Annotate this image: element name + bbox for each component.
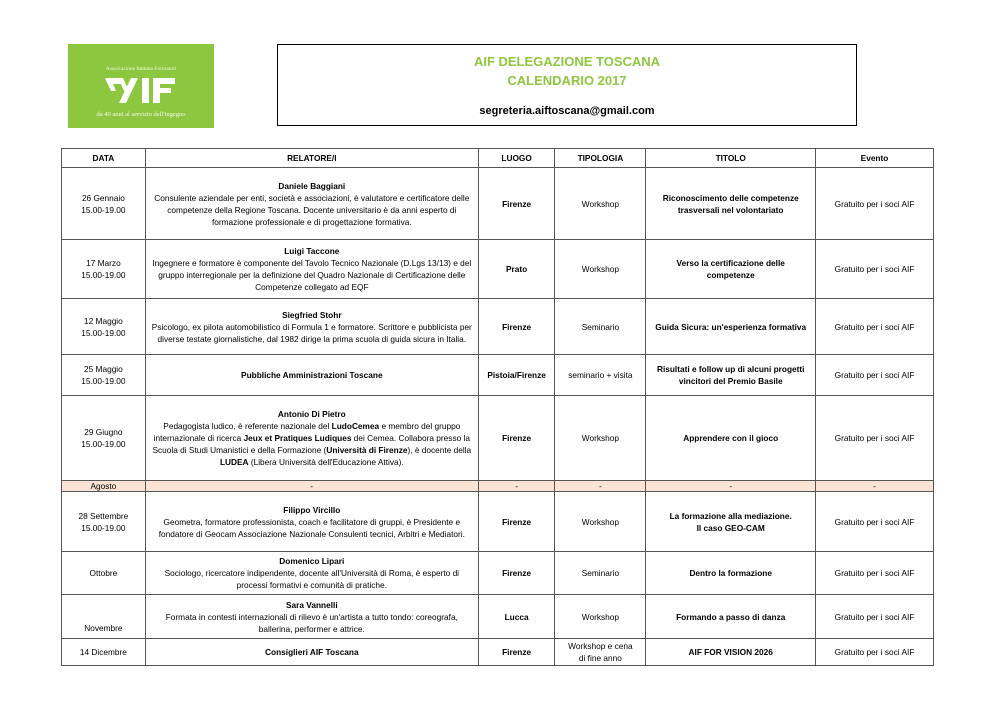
header-box — [277, 44, 857, 126]
speaker-cell — [145, 396, 478, 481]
speaker-name: Antonio Di Pietro — [277, 409, 346, 419]
type-cell: Workshop — [555, 240, 646, 299]
date-cell: Novembre — [62, 595, 146, 639]
speaker-name: Luigi Taccone — [284, 246, 340, 256]
speaker-bio: Psicologo, ex pilota automobilistico di Formula 1 e formatore. Scrittore e pubblicista per diverse testate giornalistiche, dal 1982 dirige la prima scuola di guida sicura in Italia. — [151, 321, 472, 344]
speaker-cell: Pubbliche Amministrazioni Toscane — [145, 355, 478, 396]
type-cell: Workshop — [555, 168, 646, 240]
table-header-row — [62, 149, 934, 168]
time-text: 15.00-19.00 — [81, 439, 126, 449]
speaker-cell: Consiglieri AIF Toscana — [145, 639, 478, 666]
type-line-1: Workshop e cena — [568, 641, 633, 651]
place-cell: Prato — [478, 240, 555, 299]
speaker-cell — [145, 299, 478, 355]
contact-email[interactable]: segreteria.aiftoscana@gmail.com — [479, 105, 655, 117]
header-evento: Evento — [816, 149, 934, 168]
speaker-cell — [145, 595, 478, 639]
type-cell: Seminario — [555, 552, 646, 595]
place-cell: Firenze — [478, 639, 555, 666]
table-row — [62, 299, 934, 355]
title-cell — [646, 240, 816, 299]
date-text: 12 Maggio — [84, 315, 123, 326]
speaker-cell — [145, 240, 478, 299]
speaker-name: Sara Vannelli — [285, 599, 338, 610]
place-cell: - — [478, 481, 555, 492]
table-row — [62, 168, 934, 240]
date-cell — [62, 240, 146, 299]
header-data: DATA — [62, 149, 146, 168]
title-cell: Formando a passo di danza — [646, 595, 816, 639]
time-text: 15.00-19.00 — [81, 327, 126, 338]
speaker-bio: Ingegnere e formatore è componente del Tavolo Tecnico Nazionale (D.Lgs 13/13) e del gruppo interregionale per la definizione del Quadro Nazionale di Certificazione delle Competenze collegato ad EQF — [152, 258, 472, 292]
page-title: AIF DELEGAZIONE TOSCANA — [473, 54, 661, 69]
event-cell: Gratuito per i soci AIF — [816, 595, 934, 639]
event-cell: Gratuito per i soci AIF — [816, 492, 934, 552]
event-cell: - — [816, 481, 934, 492]
speaker-bio: Sociologo, ricercatore indipendente, docente all'Università di Roma, è esperto di processi formativi e comunità di pratiche. — [164, 568, 460, 590]
table-row — [62, 240, 934, 299]
speaker-bio: Geometra, formatore professionista, coach e facilitatore di gruppi, è Presidente e fondatore di Geocam Associazione Nazionale Consulenti tecnici, Arbitri e Mediatori. — [158, 516, 465, 539]
title-line-1: La formazione alla mediazione. — [669, 510, 792, 521]
bio-text: ), è docente della — [407, 445, 472, 455]
bio-highlight: LUDEA — [219, 457, 249, 467]
title-line-1: Risultati e follow up di alcuni progetti — [656, 364, 805, 374]
date-text: 17 Marzo — [86, 258, 121, 268]
time-text: 15.00-19.00 — [81, 376, 126, 386]
place-cell: Lucca — [478, 595, 555, 639]
bio-text: (Libera Università dell'Educazione Attiva). — [248, 457, 404, 467]
title-cell: - — [646, 481, 816, 492]
aif-logo — [68, 44, 214, 128]
type-cell: - — [555, 481, 646, 492]
title-cell: Guida Sicura: un'esperienza formativa — [646, 299, 816, 355]
table-row — [62, 639, 934, 666]
page-subtitle: CALENDARIO 2017 — [507, 73, 627, 88]
type-cell — [555, 639, 646, 666]
date-cell: 14 Dicembre — [62, 639, 146, 666]
place-cell: Firenze — [478, 552, 555, 595]
event-cell: Gratuito per i soci AIF — [816, 552, 934, 595]
table-row — [62, 492, 934, 552]
date-cell: Agosto — [62, 481, 146, 492]
speaker-cell — [145, 492, 478, 552]
time-text: 15.00-19.00 — [81, 270, 126, 280]
date-cell — [62, 355, 146, 396]
header-relatore: RELATORE/I — [145, 149, 478, 168]
speaker-name: Siegfried Stohr — [282, 309, 342, 320]
title-cell: Apprendere con il gioco — [646, 396, 816, 481]
aif-logo-icon — [105, 75, 177, 105]
type-cell: Workshop — [555, 492, 646, 552]
date-text: 28 Settembre — [78, 510, 129, 521]
title-line-1: Riconoscimento delle competenze — [662, 192, 799, 203]
logo-motto: da 40 anni al servizio dell'ingegno — [96, 111, 186, 118]
date-text: 29 Giugno — [84, 427, 123, 437]
title-cell — [646, 355, 816, 396]
event-cell: Gratuito per i soci AIF — [816, 240, 934, 299]
time-text: 15.00-19.00 — [81, 522, 126, 533]
event-cell: Gratuito per i soci AIF — [816, 299, 934, 355]
date-cell: Ottobre — [62, 552, 146, 595]
speaker-bio: Formata in contesti internazionali di rilievo è un'artista a tutto tondo: coreografa, ballerina, performer e attrice. — [165, 611, 458, 634]
date-text: 25 Maggio — [84, 364, 123, 374]
table-row — [62, 396, 934, 481]
event-cell: Gratuito per i soci AIF — [816, 396, 934, 481]
table-row — [62, 355, 934, 396]
event-cell: Gratuito per i soci AIF — [816, 355, 934, 396]
title-line-2: competenze — [706, 270, 755, 280]
event-cell: Gratuito per i soci AIF — [816, 168, 934, 240]
calendar-table — [61, 148, 934, 666]
header-luogo: LUOGO — [478, 149, 555, 168]
title-cell: AIF FOR VISION 2026 — [646, 639, 816, 666]
place-cell: Firenze — [478, 396, 555, 481]
type-cell: Workshop — [555, 396, 646, 481]
header-tipologia: TIPOLOGIA — [555, 149, 646, 168]
title-line-2: trasversali nel volontariato — [677, 204, 784, 215]
place-cell: Firenze — [478, 492, 555, 552]
table-row — [62, 552, 934, 595]
time-text: 15.00-19.00 — [81, 204, 126, 215]
bio-highlight: Università di Firenze — [326, 445, 408, 455]
date-cell — [62, 299, 146, 355]
title-cell — [646, 168, 816, 240]
logo-association-text: Associazione Italiana Formatori — [105, 66, 177, 72]
header-titolo: TITOLO — [646, 149, 816, 168]
place-cell: Pistoia/Firenze — [478, 355, 555, 396]
event-cell: Gratuito per i soci AIF — [816, 639, 934, 666]
speaker-cell — [145, 552, 478, 595]
table-row — [62, 595, 934, 639]
title-cell: Dentro la formazione — [646, 552, 816, 595]
date-cell — [62, 492, 146, 552]
title-line-2: Il caso GEO-CAM — [696, 522, 765, 533]
table-row-agosto — [62, 481, 934, 492]
title-line-1: Verso la certificazione delle — [676, 258, 785, 268]
date-cell — [62, 168, 146, 240]
speaker-cell: - — [145, 481, 478, 492]
title-line-2: vincitori del Premio Basile — [678, 376, 783, 386]
type-cell: Seminario — [555, 299, 646, 355]
place-cell: Firenze — [478, 168, 555, 240]
date-text: 26 Gennaio — [81, 192, 125, 203]
bio-text: Pedagogista ludico, è referente nazionale del — [163, 421, 332, 431]
speaker-cell — [145, 168, 478, 240]
place-cell: Firenze — [478, 299, 555, 355]
bio-highlight: LudoCemea — [331, 421, 380, 431]
speaker-name: Daniele Baggiani — [278, 180, 346, 191]
type-cell: seminario + visita — [555, 355, 646, 396]
speaker-name: Filippo Vircillo — [283, 504, 341, 515]
type-cell: Workshop — [555, 595, 646, 639]
date-cell — [62, 396, 146, 481]
bio-highlight: Jeux et Pratiques Ludiques — [243, 433, 352, 443]
speaker-bio: Consulente aziendale per enti, società e associazioni, è valutatore e certificatore delle competenze della Regione Toscana. Docente universitario è da anni esperto di formazione professionale e di progettazione formativa. — [154, 192, 470, 227]
type-line-2: di fine anno — [578, 653, 622, 663]
bio-text: e membro del gruppo internazionale di ricerca — [153, 421, 461, 443]
bio-text: dei Cemea. Collabora presso la Scuola di Studi Umanistici e della Formazione ( — [152, 433, 470, 455]
speaker-name: Domenico Lipari — [279, 556, 345, 566]
title-cell — [646, 492, 816, 552]
